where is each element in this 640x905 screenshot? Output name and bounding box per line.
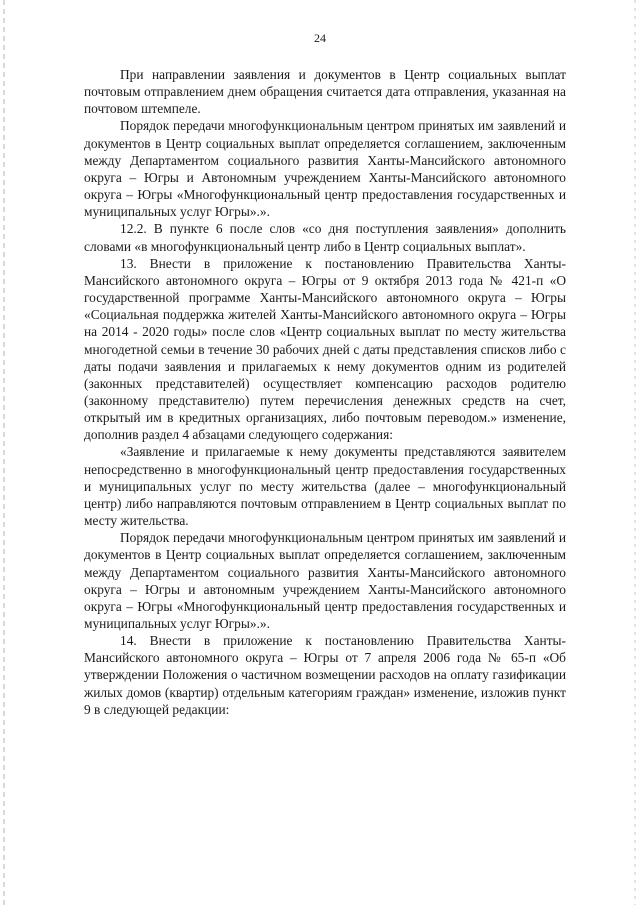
paragraph-postal-submission: При направлении заявления и документов в Центр социальных выплат почтовым отправлением днем обращения считается дата отправления, указанная на почтовом штемпеле. bbox=[84, 67, 566, 117]
paragraph-transfer-procedure-2: Порядок передачи многофункциональным центром принятых им заявлений и документов в Центр социальных выплат определяется соглашением, заключенным между Департаментом социального развития Ханты-Мансийского автономного округа – Югры и автономным учреждением Ханты-Мансийского автономного округа – Югры «Многофункциональный центр предоставления государственных и муниципальных услуг Югры».». bbox=[84, 530, 566, 631]
paragraph-transfer-procedure: Порядок передачи многофункциональным центром принятых им заявлений и документов в Центр социальных выплат определяется соглашением, заключенным между Департаментом социального развития Ханты-Мансийского автономного округа – Югры и Автономным учреждением Ханты-Мансийского автономного округа – Югры «Многофункциональный центр предоставления государственных и муниципальных услуг Югры».». bbox=[84, 118, 566, 220]
paragraph-application-submission: «Заявление и прилагаемые к нему документы представляются заявителем непосредственно в многофункциональный центр предоставления государственных и муниципальных услуг по месту жительства (далее – многофункциональный центр) либо направляются почтовым отправлением в Центр социальных выплат по месту жительства. bbox=[84, 444, 566, 529]
scan-edge-left bbox=[3, 0, 5, 905]
page-number: 24 bbox=[314, 31, 326, 45]
paragraph-item-13: 13. Внести в приложение к постановлению Правительства Ханты-Мансийского автономного округа – Югры от 9 октября 2013 года № 421-п «О государственной программе Ханты-Мансийского автономного округа – Югры «Социальная поддержка жителей Ханты-Мансийского автономного округа – Югры на 2014 - 2020 годы» после слов «Центр социальных выплат по месту жительства многодетной семьи в течение 30 рабочих дней с даты представления списков либо с даты подачи заявления и прилагаемых к нему документов одним из родителей (законных представителей) осуществляет компенсацию расходов родителю (законному представителю) путем перечисления денежных средств на счет, открытый им в кредитных организациях, либо почтовым переводом.» изменение, дополнив раздел 4 абзацами следующего содержания: bbox=[84, 255, 566, 443]
document-body bbox=[84, 66, 566, 718]
paragraph-item-14: 14. Внести в приложение к постановлению Правительства Ханты-Мансийского автономного округа – Югры от 7 апреля 2006 года № 65-п «Об утверждении Положения о частичном возмещении расходов на оплату газификации жилых домов (квартир) отдельным категориям граждан» изменение, изложив пункт 9 в следующей редакции: bbox=[84, 633, 566, 717]
paragraph-item-12-2: 12.2. В пункте 6 после слов «со дня поступления заявления» дополнить словами «в многофункциональный центр либо в Центр социальных выплат». bbox=[84, 221, 566, 254]
scan-edge-right bbox=[634, 0, 636, 905]
